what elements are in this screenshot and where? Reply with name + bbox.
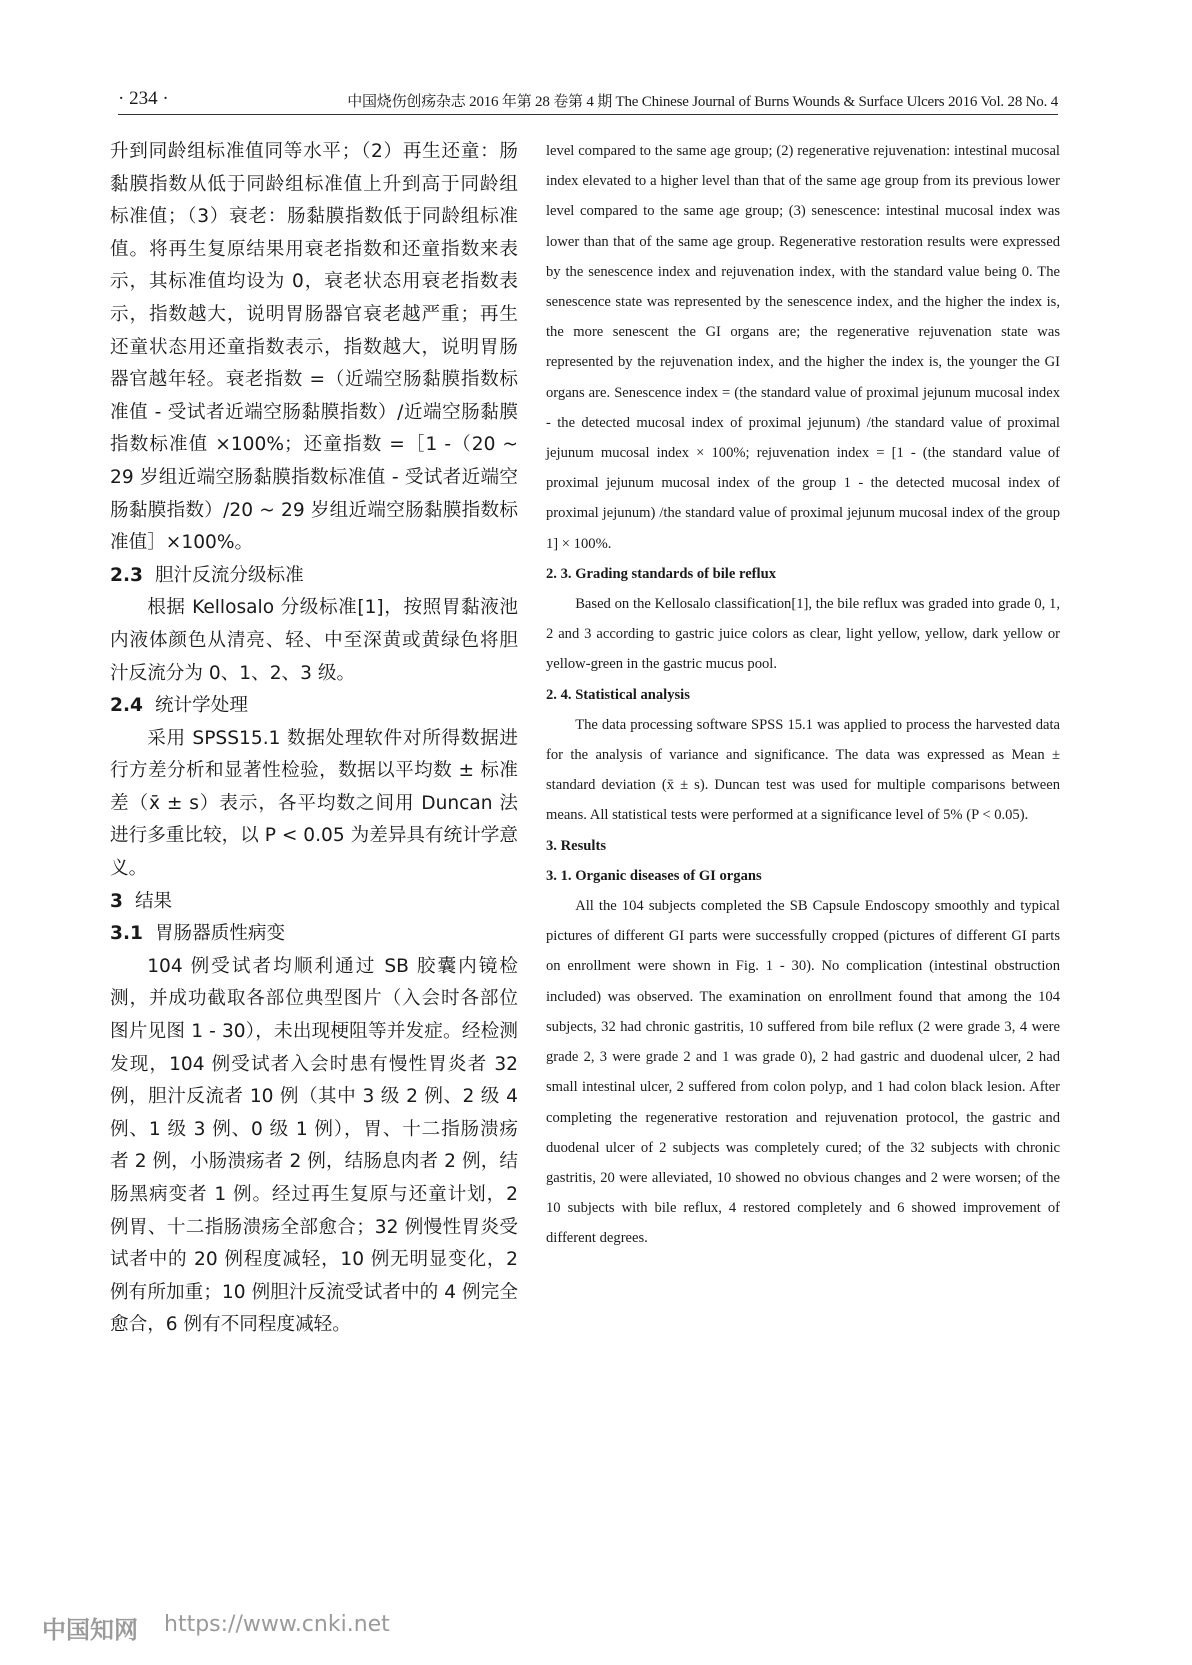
en-paragraph-2-4: The data processing software SPSS 15.1 was applied to process the harvested data for the analysis of variance and significance. The data was expressed as Mean ± standard deviation (x̄ ± s). Duncan test was used for multiple comparisons between means. All statistical tests were performed at a significance level of 5% (P < 0.05). bbox=[546, 716, 1060, 824]
cn-heading-2-4 bbox=[110, 690, 518, 723]
en-paragraph-continued: level compared to the same age group; (2) regenerative rejuvenation: intestinal mucosal index elevated to a higher level than that of the same age group from its previous lower level compared to the same age group; (3) senescence: intestinal mucosal index was lower than that of the same age group. Regenerative restoration results were expressed by the senescence index and rejuvenation index, with the standard value being 0. The senescence state was represented by the senescence index, and the higher the index is, the more senescent the GI organs are; the regenerative rejuvenation state was represented by the rejuvenation index, and the higher the index is, the younger the GI organs are. Senescence index = (the standard value of proximal jejunum mucosal index - the detected mucosal index of proximal jejunum) /the standard value of proximal jejunum mucosal index × 100%; rejuvenation index = [1 - (the standard value of proximal jejunum mucosal index of the group 1 - the detected mucosal index of proximal jejunum) /the standard value of proximal jejunum mucosal index of the group 1] × 100%. bbox=[546, 143, 1060, 552]
en-paragraph-3-1: All the 104 subjects completed the SB Capsule Endoscopy smoothly and typical pictures of different GI parts were successfully cropped (pictures of different GI parts on enrollment were shown in Fig. 1 - 30). No complication (intestinal obstruction included) was observed. The examination on enrollment found that among the 104 subjects, 32 had chronic gastritis, 10 suffered from bile reflux (2 were grade 3, 4 were grade 2, 3 were grade 2 and 1 was grade 0), 2 had gastric and duodenal ulcer, 2 had small intestinal ulcer, 2 suffered from colon polyp, and 1 had colon black lesion. After completing the regenerative restoration and rejuvenation protocol, the gastric and duodenal ulcer of 2 subjects was completely cured; of the 32 subjects with chronic gastritis, 20 were alleviated, 10 showed no obvious changes and 2 were worsen; of the 10 subjects with bile reflux, 4 restored completely and 6 showed improvement of different degrees. bbox=[546, 898, 1060, 1247]
cn-paragraph-3-1: 104 例受试者均顺利通过 SB 胶囊内镜检测，并成功截取各部位典型图片（入会时各部位图片见图 1 - 30），未出现梗阻等并发症。经检测发现，104 例受试者入会时患有慢性胃炎者 32 例，胆汁反流者 10 例（其中 3 级 2 例、2 级 4 例、1 级 3 例、0 级 1 例），胃、十二指肠溃疡者 2 例，小肠溃疡者 2 例，结肠息肉者 2 例，结肠黑病变者 1 例。经过再生复原与还童计划，2 例胃、十二指肠溃疡全部愈合；32 例慢性胃炎受试者中的 20 例程度减轻，10 例无明显变化，2 例有所加重；10 例胆汁反流受试者中的 4 例完全愈合，6 例有不同程度减轻。 bbox=[110, 955, 518, 1336]
cn-paragraph-continued: 升到同龄组标准值同等水平；（2）再生还童：肠黏膜指数从低于同龄组标准值上升到高于同龄组标准值；（3）衰老：肠黏膜指数低于同龄组标准值。将再生复原结果用衰老指数和还童指数来表示，其标准值均设为 0，衰老状态用衰老指数表示，指数越大，说明胃肠器官衰老越严重；再生还童状态用还童指数表示，指数越大，说明胃肠器官越年轻。衰老指数 =（近端空肠黏膜指数标准值 - 受试者近端空肠黏膜指数）/近端空肠黏膜指数标准值 ×100%；还童指数 =［1 -（20 ~ 29 岁组近端空肠黏膜指数标准值 - 受试者近端空肠黏膜指数）/20 ~ 29 岁组近端空肠黏膜指数标准值］×100%。 bbox=[110, 141, 518, 554]
cn-heading-text: 统计学处理 bbox=[154, 695, 248, 717]
cnki-logo: 中国知网 bbox=[42, 1616, 138, 1644]
cnki-url[interactable]: https://www.cnki.net bbox=[164, 1612, 390, 1637]
cn-heading-number: 3.1 bbox=[110, 923, 143, 945]
english-column bbox=[546, 136, 1060, 1254]
running-title: 中国烧伤创疡杂志 2016 年第 28 卷第 4 期 The Chinese Journal of Burns Wounds & Surface Ulcers 2016 Vol. 28 No. 4 bbox=[347, 94, 1058, 110]
cn-paragraph-2-3: 根据 Kellosalo 分级标准[1]，按照胃黏液池内液体颜色从清亮、轻、中至深黄或黄绿色将胆汁反流分为 0、1、2、3 级。 bbox=[110, 597, 518, 684]
cn-heading-3 bbox=[110, 886, 518, 919]
cn-heading-number: 2.4 bbox=[110, 695, 143, 717]
cn-heading-text: 结果 bbox=[134, 890, 173, 912]
en-heading-2-4: 2. 4. Statistical analysis bbox=[546, 686, 690, 703]
en-heading-3: 3. Results bbox=[546, 837, 606, 854]
cn-heading-number: 2.3 bbox=[110, 564, 143, 586]
chinese-column bbox=[110, 136, 518, 1342]
cn-heading-text: 胆汁反流分级标准 bbox=[154, 564, 304, 586]
cn-paragraph-2-4: 采用 SPSS15.1 数据处理软件对所得数据进行方差分析和显著性检验，数据以平均数 ± 标准差（x̄ ± s）表示，各平均数之间用 Duncan 法进行多重比较，以 P < 0.05 为差异具有统计学意义。 bbox=[110, 727, 518, 880]
page-number: · 234 · bbox=[118, 88, 169, 109]
cn-heading-2-3 bbox=[110, 560, 518, 593]
en-heading-2-3: 2. 3. Grading standards of bile reflux bbox=[546, 565, 777, 582]
cn-heading-3-1 bbox=[110, 918, 518, 951]
cn-heading-number: 3 bbox=[110, 890, 123, 912]
cn-heading-text: 胃肠器质性病变 bbox=[154, 923, 286, 945]
en-heading-3-1: 3. 1. Organic diseases of GI organs bbox=[546, 867, 762, 884]
en-paragraph-2-3: Based on the Kellosalo classification[1], the bile reflux was graded into grade 0, 1, 2 and 3 according to gastric juice colors as clear, light yellow, yellow, dark yellow or yellow-green in the gastric mucus pool. bbox=[546, 596, 1060, 673]
page-header bbox=[118, 86, 1058, 115]
